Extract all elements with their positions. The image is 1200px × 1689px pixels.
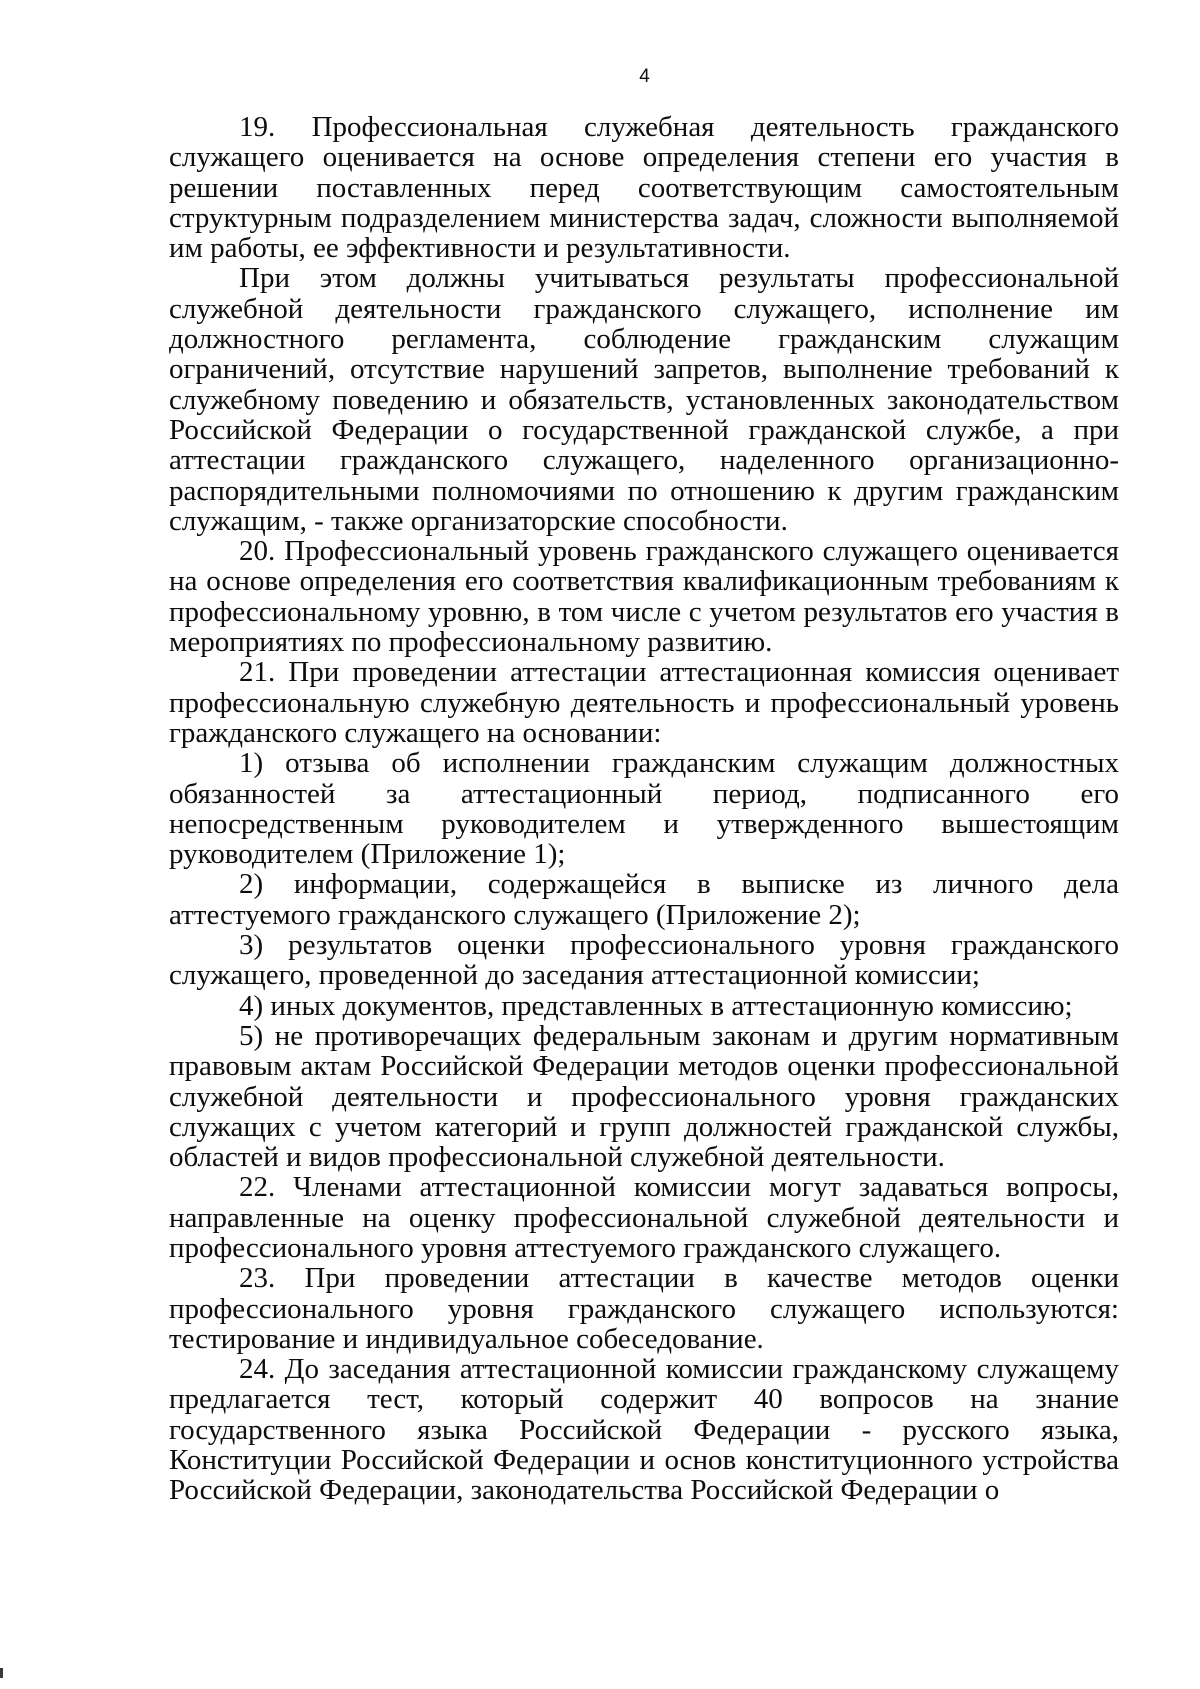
paragraph-22: 22. Членами аттестационной комиссии могут задаваться вопросы, направленные на оценку профессиональной служебной деятельности и профессионального уровня аттестуемого гражданского служащего.: [169, 1171, 1119, 1264]
paragraph-19: 19. Профессиональная служебная деятельность гражданского служащего оценивается на основе определения степени его участия в решении поставленных перед соответствующим самостоятельным структурным подразделением министерства задач, сложности выполняемой им работы, ее эффективности и результативности.: [169, 111, 1119, 265]
list-item-4: 4) иных документов, представленных в аттестационную комиссию;: [239, 989, 1073, 1022]
page-number: 4: [639, 66, 650, 87]
paragraph-21: 21. При проведении аттестации аттестационная комиссия оценивает профессиональную служебную деятельность и профессиональный уровень гражданского служащего на основании:: [169, 656, 1119, 749]
document-body: [169, 112, 1119, 1506]
list-item-2: 2) информации, содержащейся в выписке из личного дела аттестуемого гражданского служащего (Приложение 2);: [169, 868, 1119, 931]
scan-edge-mark: [0, 1668, 3, 1678]
paragraph-20: 20. Профессиональный уровень гражданского служащего оценивается на основе определения его соответствия квалификационным требованиям к профессиональному уровню, в том числе с учетом результатов его участия в мероприятиях по профессиональному развитию.: [169, 535, 1119, 659]
list-item-1: 1) отзыва об исполнении гражданским служащим должностных обязанностей за аттестационный период, подписанного его непосредственным руководителем и утвержденного вышестоящим руководителем (Приложение 1);: [169, 747, 1119, 871]
list-item-3: 3) результатов оценки профессионального уровня гражданского служащего, проведенной до заседания аттестационной комиссии;: [169, 929, 1119, 992]
paragraph-23: 23. При проведении аттестации в качестве методов оценки профессионального уровня гражданского служащего используются: тестирование и индивидуальное собеседование.: [169, 1262, 1119, 1355]
list-item-5: 5) не противоречащих федеральным законам и другим нормативным правовым актам Российской Федерации методов оценки профессиональной служебной деятельности и профессионального уровня гражданских служащих с учетом категорий и групп должностей гражданской службы, областей и видов профессиональной служебной деятельности.: [169, 1019, 1119, 1174]
paragraph-24: 24. До заседания аттестационной комиссии гражданскому служащему предлагается тест, который содержит 40 вопросов на знание государственного языка Российской Федерации - русского языка, Конституции Российской Федерации и основ конституционного устройства Российской Федерации, законодательства Российской Федерации о: [169, 1353, 1119, 1507]
paragraph-19-continuation: При этом должны учитываться результаты профессиональной служебной деятельности гражданского служащего, исполнение им должностного регламента, соблюдение гражданским служащим ограничений, отсутствие нарушений запретов, выполнение требований к служебному поведению и обязательств, установленных законодательством Российской Федерации о государственной гражданской службе, а при аттестации гражданского служащего, наделенного организационно-распорядительными полномочиями по отношению к другим гражданским служащим, - также организаторские способности.: [169, 262, 1119, 537]
